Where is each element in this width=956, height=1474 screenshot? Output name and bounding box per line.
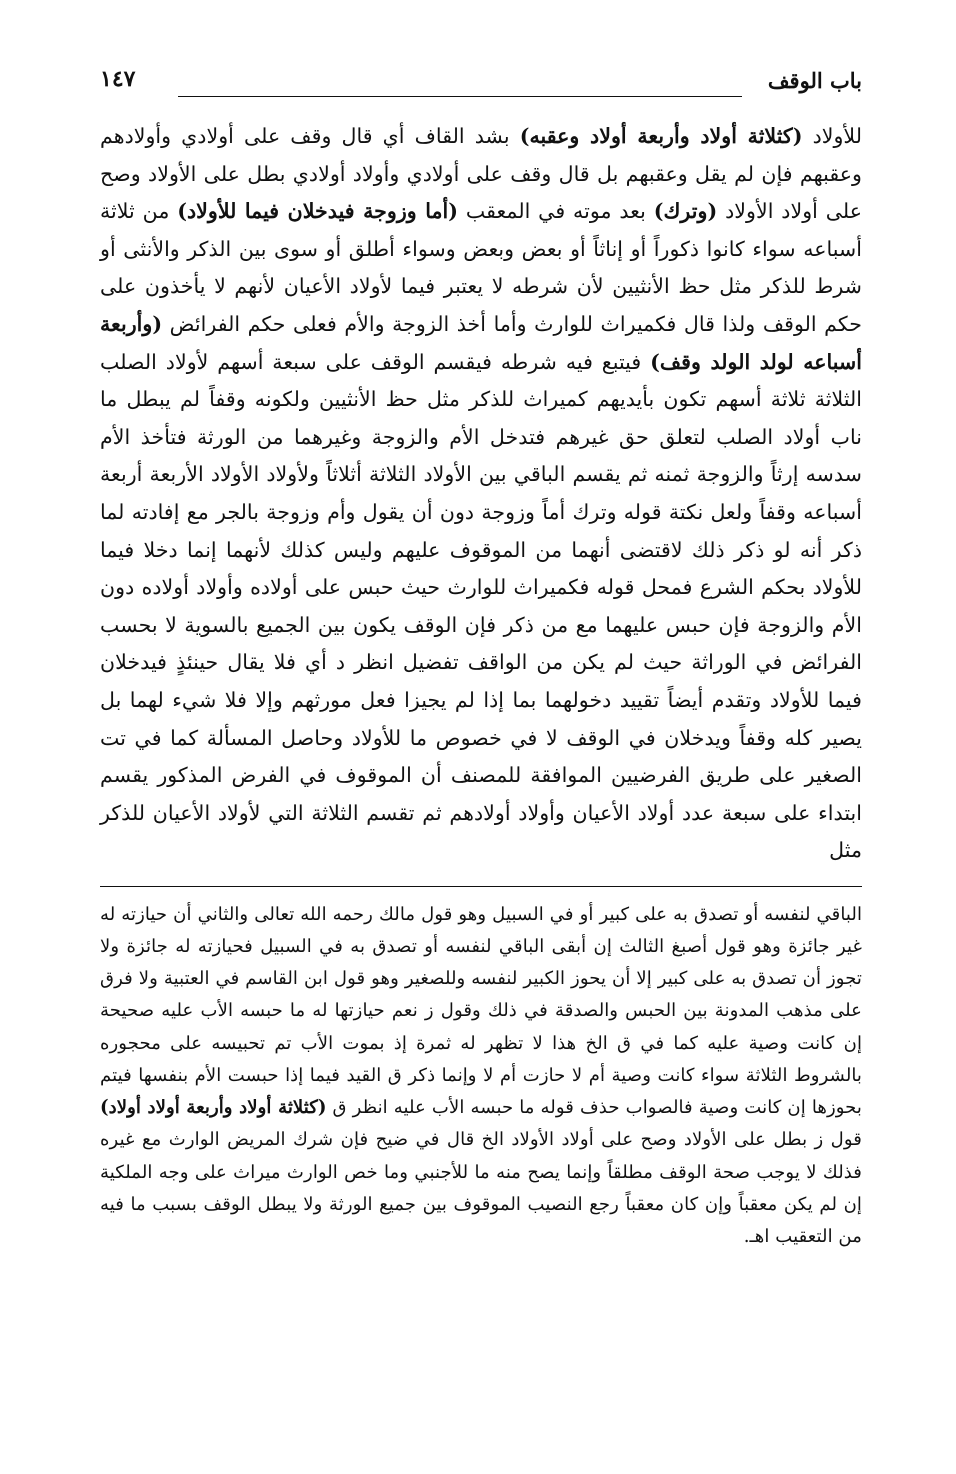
chapter-title: باب الوقف [767, 68, 862, 93]
page-number: ١٤٧ [100, 66, 136, 92]
main-text-segment: بعد موته في المعقب [457, 199, 654, 224]
main-text-segment: للأولاد [802, 124, 862, 148]
footnote-rule [100, 886, 862, 887]
footnote-segment: قول ز بطل على الأولاد وصح على أولاد الأولاد الخ قال في ضيح فإن شرك المريض الوارث مع غيره فذلك لا يوجب صحة الوقف مطلقاً وإنما يصح منه ما للأجنبي وما خص الوارث ميراث على وجه الملكية إن لم يكن معقباً وإن كان معقباً رجع النصيب الموقوف بين جميع الورثة ولا يبطل الوقف بسبب ما فيه من التعقيب اهـ. [100, 1129, 862, 1247]
bold-phrase: (كثلاثة أولاد وأربعة أولاد أولاد) [100, 1097, 327, 1119]
bold-phrase: (أما وزوجة فيدخلان فيما للأولاد) [177, 199, 458, 224]
bold-phrase: (وترك) [653, 199, 718, 224]
book-page [100, 62, 862, 1253]
main-text-segment: فيتبع فيه شرطه فيقسم الوقف على سبعة أسهم لأولاد الصلب الثلاثة ثلاثة أسهم تكون بأيديهم كميراث للذكر مثل حظ الأنثيين ولكونه وقفاً لم يبطل ما ناب أولاد الصلب لتعلق حق غيرهم فتدخل الأم والزوجة وغيرهما من الورثة فتأخذ الأم سدسه إرثاً والزوجة ثمنه ثم يقسم الباقي بين الأولاد الثلاثة أثلاثاً ولأولاد الأولاد الأربعة أربعة أسباعه وقفاً ولعل نكتة قوله وترك أماً وزوجة دون أن يقول وأم وزوجة بالجر مع إفادته لما ذكر أنه لو ذكر ذلك لاقتضى أنهما من الموقوف عليهم وليس كذلك لأنهما إنما دخلا فيما للأولاد بحكم الشرع فمحل قوله فكميراث للوارث حيث حبس على أولاده وأولاد أولاده دون الأم والزوجة فإن حبس عليهما مع من ذكر فإن الوقف يكون بين الجميع بالسوية لا بحسب الفرائض في الوراثة حيث لم يكن من الواقف تفضيل انظر د أي فلا يقال حينئذٍ فيدخلان فيما للأولاد وتقدم أيضاً تقييد دخولهما بما إذا لم يجيزا فعل مورثهم وإلا فلا شيء لهما بل يصير كله وقفاً ويدخلان في الوقف لا في خصوص ما للأولاد وحاصل المسألة كما في تت الصغير على طريق الفرضيين الموافقة للمصنف أن الموقوف في الفرض المذكور يقسم ابتداء على سبعة عدد أولاد الأعيان وأولاد أولادهم ثم تقسم الثلاثة التي لأولاد الأعيان للذكر مثل [100, 349, 862, 863]
bold-phrase: (وأربعة أسباعه لولد الولد وقف) [100, 311, 862, 374]
bold-phrase: (كثلاثة أولاد وأربعة أولاد وعقبه) [519, 124, 803, 148]
main-text [100, 118, 862, 870]
footnote-text [100, 899, 862, 1253]
main-text-segment: من ثلاثة أسباعه سواء كانوا ذكوراً أو إناثاً أو بعض وبعض وسواء أطلق أو سوى بين الذكر والأنثى أو شرط للذكر مثل حظ الأنثيين لأن شرطه لا يعتبر فيما لأولاد الأعيان لأنهم لا يأخذون على حكم الوقف ولذا قال فكميراث للوارث وأما أخذ الزوجة والأم فعلى حكم الفرائض [100, 199, 862, 336]
page-header [100, 62, 862, 112]
header-rule [178, 96, 742, 97]
footnote-segment: الباقي لنفسه أو تصدق به على كبير أو في السبيل وهو قول مالك رحمه الله تعالى والثاني أن حيازته له غير جائزة وهو قول أصبغ الثالث إن أبقى الباقي لنفسه أو تصدق به في السبيل فحيازته له جائزة ولا تجوز أن تصدق به على كبير إلا أن يحوز الكبير لنفسه وللصغير وهو قول ابن القاسم في العتبية ولا فرق على مذهب المدونة بين الحبس والصدقة في ذلك وقول ز نعم حيازتها له ما حبسه الأب عليه صحيحة إن كانت وصية عليه كما في ق الخ هذا لا تظهر له ثمرة إذ بموت الأب تم تحبيسه على محجوره بالشروط الثلاثة سواء كانت وصية أم لا حازت أم لا وإنما ذكر ق القيد فيما إذا حبست الأم بنفسها فيتم بحوزها إن كانت وصية فالصواب حذف قوله ما حبسه الأب عليه انظر ق [100, 903, 862, 1119]
main-text-segment: بشد القاف أي قال وقف على أولادي وأولادهم وعقبهم فإن لم يقل وعقبهم بل قال وقف على أولادي وأولاد أولادي بطل على الأولاد وصح على أولاد الأولاد [100, 124, 863, 224]
